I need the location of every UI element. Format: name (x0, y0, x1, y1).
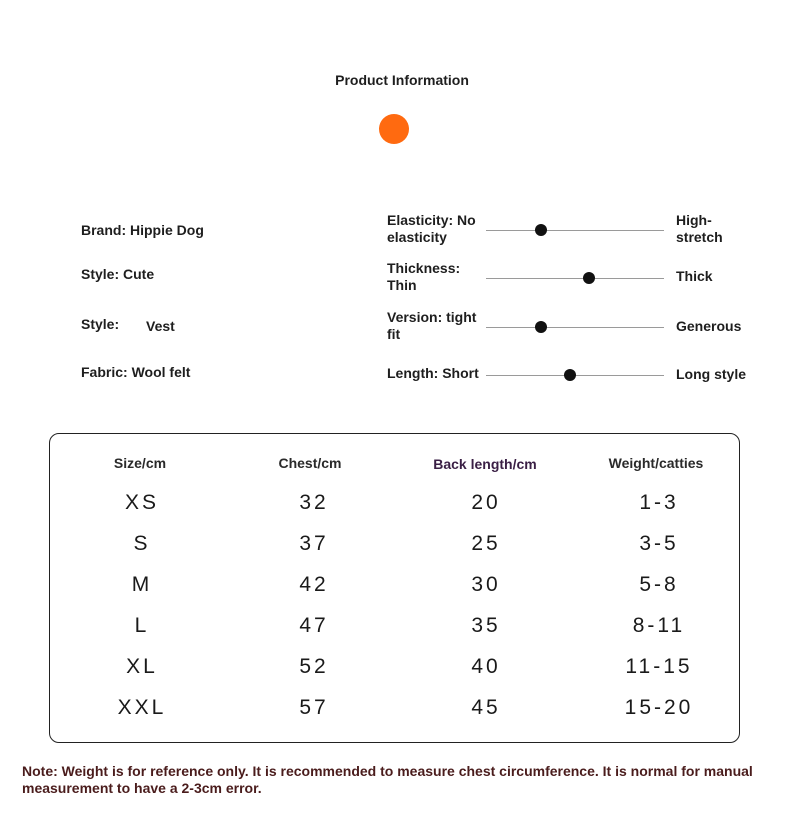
size-cell: L (134, 614, 150, 637)
back-length-cell: 30 (471, 573, 501, 596)
size-cell: S (133, 532, 151, 555)
back-length-cell: 45 (471, 696, 501, 719)
thickness-left-label: Thickness: Thin (387, 260, 461, 293)
back-length-header: Back length/cm (433, 456, 537, 472)
weight-cell: 11-15 (625, 655, 693, 678)
weight-cell: 5-8 (639, 573, 679, 596)
measurement-note: Note: Weight is for reference only. It is recommended to measure chest circumference. It is normal for manual measurement to have a 2-3cm error. (22, 763, 753, 796)
back-length-cell: 20 (471, 491, 501, 514)
weight-header: Weight/catties (608, 455, 704, 471)
weight-cell: 3-5 (639, 532, 679, 555)
elasticity-left-label: Elasticity: No elasticity (387, 212, 476, 245)
elasticity-marker (535, 224, 547, 236)
elasticity-track (486, 230, 664, 231)
accent-dot (379, 114, 409, 144)
length-right-label: Long style (676, 366, 747, 382)
size-cell: XS (124, 491, 159, 514)
chest-cell: 37 (299, 532, 329, 555)
fabric-text: Fabric: Wool felt (81, 364, 191, 380)
weight-cell: 8-11 (632, 614, 686, 637)
style-value: Vest (146, 318, 175, 334)
style-cute-text: Style: Cute (81, 266, 155, 282)
version-track (486, 327, 664, 328)
page-title: Product Information (335, 72, 469, 88)
length-track (486, 375, 664, 376)
back-length-cell: 40 (471, 655, 501, 678)
size-header: Size/cm (113, 455, 167, 471)
brand-text: Brand: Hippie Dog (81, 222, 204, 238)
size-cell: XXL (117, 696, 167, 719)
back-length-cell: 35 (471, 614, 501, 637)
size-cell: XL (126, 655, 158, 678)
version-right-label: Generous (676, 318, 742, 334)
chest-cell: 47 (299, 614, 329, 637)
chest-cell: 42 (299, 573, 329, 596)
version-marker (535, 321, 547, 333)
version-left-label: Version: tight fit (387, 309, 477, 342)
length-marker (564, 369, 576, 381)
chest-cell: 32 (299, 491, 329, 514)
weight-cell: 1-3 (639, 491, 679, 514)
chest-cell: 57 (299, 696, 329, 719)
style-label: Style: (81, 316, 120, 332)
thickness-right-label: Thick (676, 268, 713, 284)
size-cell: M (131, 573, 153, 596)
thickness-track (486, 278, 664, 279)
thickness-marker (583, 272, 595, 284)
chest-header: Chest/cm (278, 455, 342, 471)
weight-cell: 15-20 (624, 696, 694, 719)
length-left-label: Length: Short (387, 365, 479, 381)
back-length-cell: 25 (471, 532, 501, 555)
elasticity-right-label: High-stretch (676, 212, 723, 245)
chest-cell: 52 (299, 655, 329, 678)
